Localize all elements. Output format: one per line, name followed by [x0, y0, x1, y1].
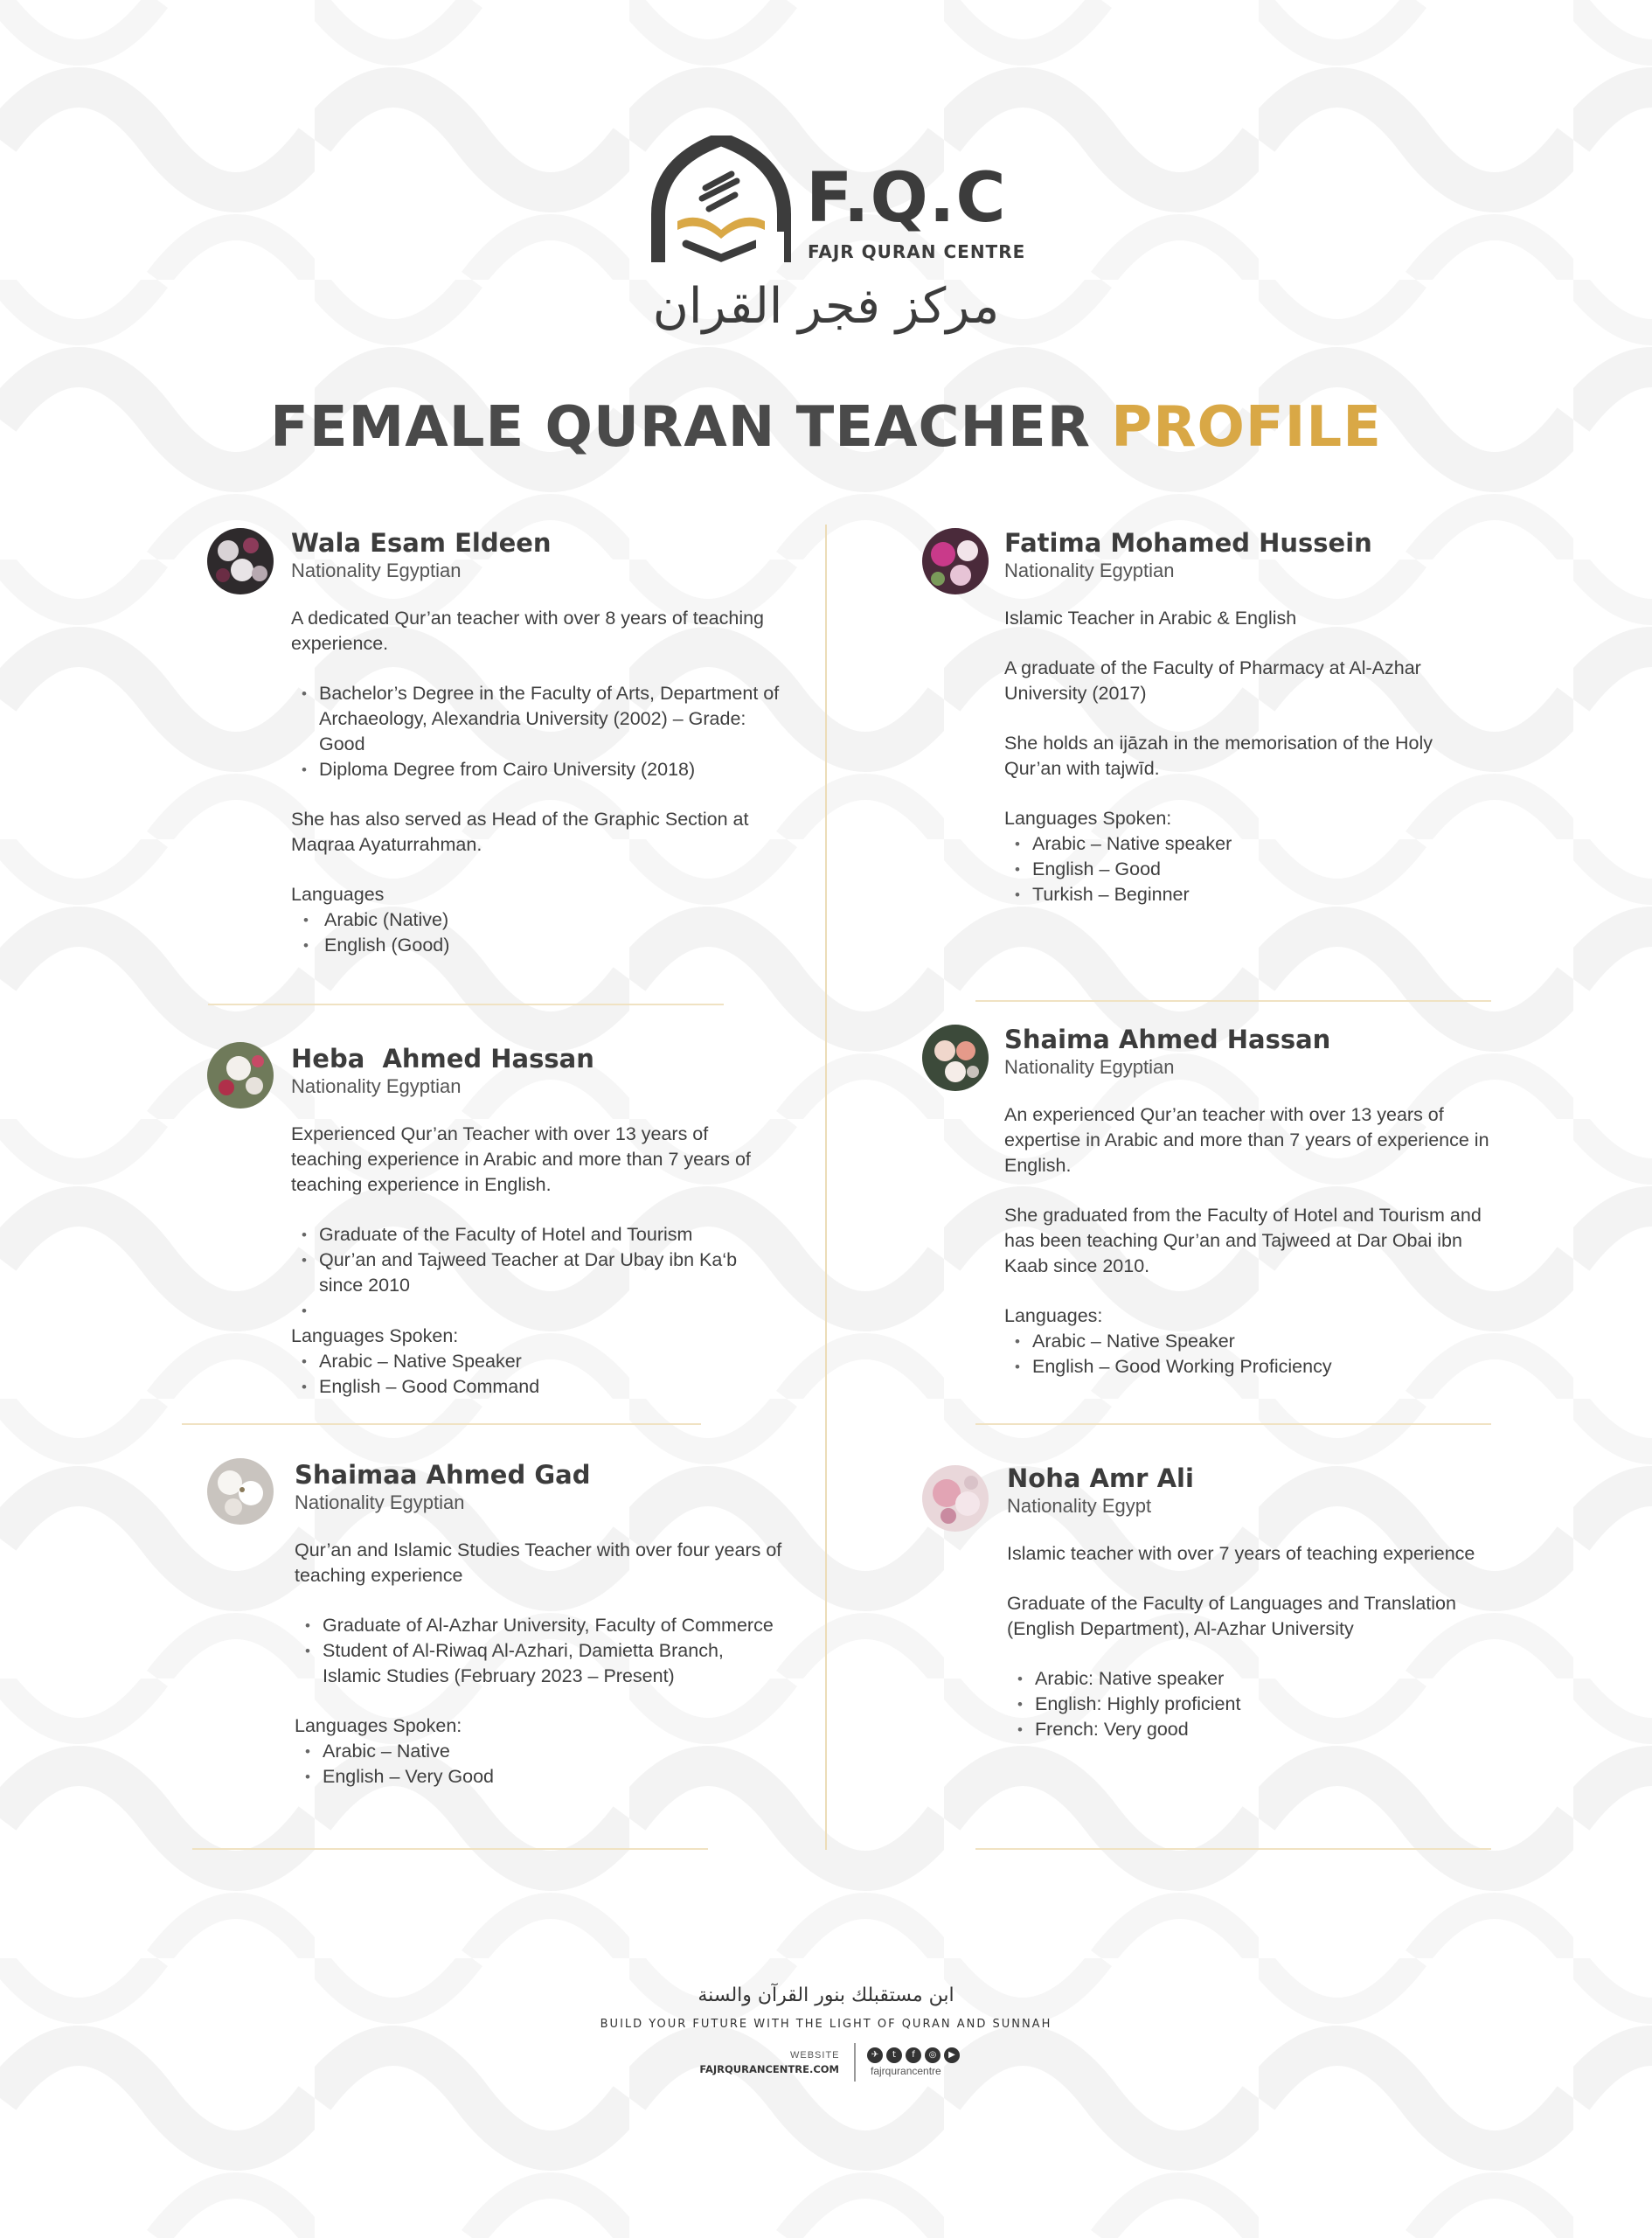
teacher-education: She graduated from the Faculty of Hotel and Tourism and has been teaching Qur’an and Tajweed at Dar Obai ibn Kaab since 2010.: [1004, 1205, 1482, 1277]
qualification-list: [291, 681, 781, 782]
language-list: [295, 1739, 784, 1790]
language-item: • English – Very Good: [323, 1764, 784, 1790]
page-title-main: FEMALE QURAN TEACHER: [270, 395, 1091, 460]
avatar-flowers-2: [922, 528, 989, 594]
language-item: • Turkish – Beginner: [1032, 882, 1494, 907]
footer-arabic-slogan: ابن مستقبلك بنور القرآن والسنة: [698, 1984, 954, 2006]
teacher-name: Noha Amr Ali: [1007, 1463, 1194, 1493]
avatar-flowers-6: [922, 1465, 989, 1532]
language-item: • English – Good Command: [319, 1374, 781, 1400]
teacher-nationality: Nationality Egyptian: [1004, 1055, 1175, 1078]
language-item: • Arabic: Native speaker: [1035, 1666, 1496, 1692]
teacher-education: A graduate of the Faculty of Pharmacy at Al-Azhar University (2017): [1004, 657, 1421, 705]
brand-arabic-name: مركز فجر القران: [652, 278, 1000, 335]
teacher-intro: Experienced Qur’an Teacher with over 13 years of teaching experience in Arabic and more than 7 years of teaching experience in English.: [291, 1123, 751, 1196]
language-item: • English – Good: [1032, 857, 1494, 882]
teacher-intro: An experienced Qur’an teacher with over 13 years of expertise in Arabic and more than 7 years of experience in English.: [1004, 1104, 1489, 1177]
row-divider-right-2: [975, 1423, 1491, 1425]
row-divider-left-3: [192, 1848, 708, 1850]
teacher-name: Fatima Mohamed Hussein: [1004, 528, 1372, 558]
profile-card-3: [291, 1044, 781, 1400]
languages-label: Languages Spoken:: [291, 1325, 459, 1347]
footer-divider: [854, 2043, 856, 2082]
language-list: [1007, 1666, 1496, 1742]
teacher-nationality: Nationality Egypt: [1007, 1494, 1152, 1517]
language-list: [291, 907, 781, 958]
teacher-nationality: Nationality Egyptian: [291, 559, 462, 581]
instagram-icon[interactable]: ◎: [925, 2047, 941, 2063]
teacher-nationality: Nationality Egyptian: [295, 1491, 465, 1513]
profile-card-5: [295, 1460, 784, 1790]
teacher-nationality: Nationality Egyptian: [291, 1074, 462, 1097]
language-item: • Arabic – Native speaker: [1032, 831, 1494, 857]
language-item: • English: Highly proficient: [1035, 1692, 1496, 1717]
row-divider-right-3: [975, 1848, 1491, 1850]
languages-label: Languages Spoken:: [295, 1715, 462, 1737]
language-item: • English – Good Working Proficiency: [1032, 1354, 1494, 1380]
language-item: • Arabic (Native): [324, 907, 781, 933]
qualification-item: [319, 1298, 781, 1324]
avatar-flowers-4: [922, 1025, 989, 1091]
fqc-logo-icon: [651, 136, 791, 265]
row-divider-left-1: [208, 1004, 724, 1005]
qualification-item: • Bachelor’s Degree in the Faculty of Arts, Department of Archaeology, Alexandria University (2002) – Grade: Good: [319, 681, 781, 757]
avatar-flowers-3: [207, 1042, 274, 1109]
social-handle[interactable]: fajrqurancentre: [871, 2065, 941, 2077]
qualification-item: • Qur’an and Tajweed Teacher at Dar Ubay ibn Ka‘b since 2010: [319, 1248, 781, 1298]
teacher-nationality: Nationality Egyptian: [1004, 559, 1175, 581]
avatar-flowers-1: [207, 528, 274, 594]
language-item: • Arabic – Native Speaker: [319, 1349, 781, 1374]
facebook-icon[interactable]: f: [906, 2047, 921, 2063]
language-item: • French: Very good: [1035, 1717, 1496, 1742]
profile-card-6: [1007, 1463, 1496, 1742]
teacher-intro: Islamic Teacher in Arabic & English: [1004, 608, 1297, 629]
avatar-flowers-5: [207, 1458, 274, 1525]
youtube-icon[interactable]: ▶: [944, 2047, 960, 2063]
teacher-name: Shaima Ahmed Hassan: [1004, 1025, 1331, 1054]
teacher-education: Graduate of the Faculty of Languages and Translation (English Department), Al-Azhar University: [1007, 1593, 1456, 1640]
website-label: WEBSITE: [790, 2050, 840, 2061]
profile-card-1: [291, 528, 781, 958]
language-item: • Arabic – Native Speaker: [1032, 1329, 1494, 1354]
row-divider-right-1: [975, 1000, 1491, 1002]
teacher-extra: She has also served as Head of the Graphic Section at Maqraa Ayaturrahman.: [291, 809, 749, 856]
language-list: [291, 1349, 781, 1400]
languages-label: Languages Spoken:: [1004, 808, 1172, 830]
language-item: • English (Good): [324, 933, 781, 958]
language-list: [1004, 1329, 1494, 1380]
profile-card-2: [1004, 528, 1494, 907]
language-item: • Arabic – Native: [323, 1739, 784, 1764]
teacher-ijazah: She holds an ijāzah in the memorisation of the Holy Qur’an with tajwīd.: [1004, 733, 1433, 780]
teacher-name: Shaimaa Ahmed Gad: [295, 1460, 591, 1490]
brand-subtitle: FAJR QURAN CENTRE: [808, 241, 1026, 262]
row-divider-left-2: [182, 1423, 701, 1425]
social-icons: [867, 2047, 960, 2063]
page-title: [0, 395, 1652, 460]
profile-card-4: [1004, 1025, 1494, 1380]
qualification-list: [291, 1222, 781, 1324]
qualification-list: [295, 1613, 784, 1689]
teacher-intro: Qur’an and Islamic Studies Teacher with over four years of teaching experience: [295, 1539, 782, 1587]
footer-slogan: BUILD YOUR FUTURE WITH THE LIGHT OF QURAN AND SUNNAH: [600, 2018, 1052, 2031]
qualification-item: • Student of Al-Riwaq Al-Azhari, Damietta Branch, Islamic Studies (February 2023 – Present): [323, 1638, 784, 1689]
page-title-accent: PROFILE: [1111, 395, 1382, 460]
teacher-intro: A dedicated Qur’an teacher with over 8 years of teaching experience.: [291, 608, 765, 655]
teacher-intro: Islamic teacher with over 7 years of teaching experience: [1007, 1543, 1475, 1565]
qualification-item: • Graduate of the Faculty of Hotel and Tourism: [319, 1222, 781, 1248]
telegram-icon[interactable]: ✈: [867, 2047, 883, 2063]
qualification-item: • Graduate of Al-Azhar University, Faculty of Commerce: [323, 1613, 784, 1638]
brand-name: F.Q.C: [806, 159, 1007, 238]
qualification-item: • Diploma Degree from Cairo University (2018): [319, 757, 781, 782]
twitter-icon[interactable]: t: [886, 2047, 902, 2063]
teacher-name: Heba Ahmed Hassan: [291, 1044, 594, 1074]
language-list: [1004, 831, 1494, 907]
teacher-name: Wala Esam Eldeen: [291, 528, 552, 558]
website-link[interactable]: FAJRQURANCENTRE.COM: [699, 2063, 839, 2075]
languages-label: Languages: [291, 884, 385, 906]
column-divider: [825, 525, 827, 1850]
languages-label: Languages:: [1004, 1305, 1103, 1327]
